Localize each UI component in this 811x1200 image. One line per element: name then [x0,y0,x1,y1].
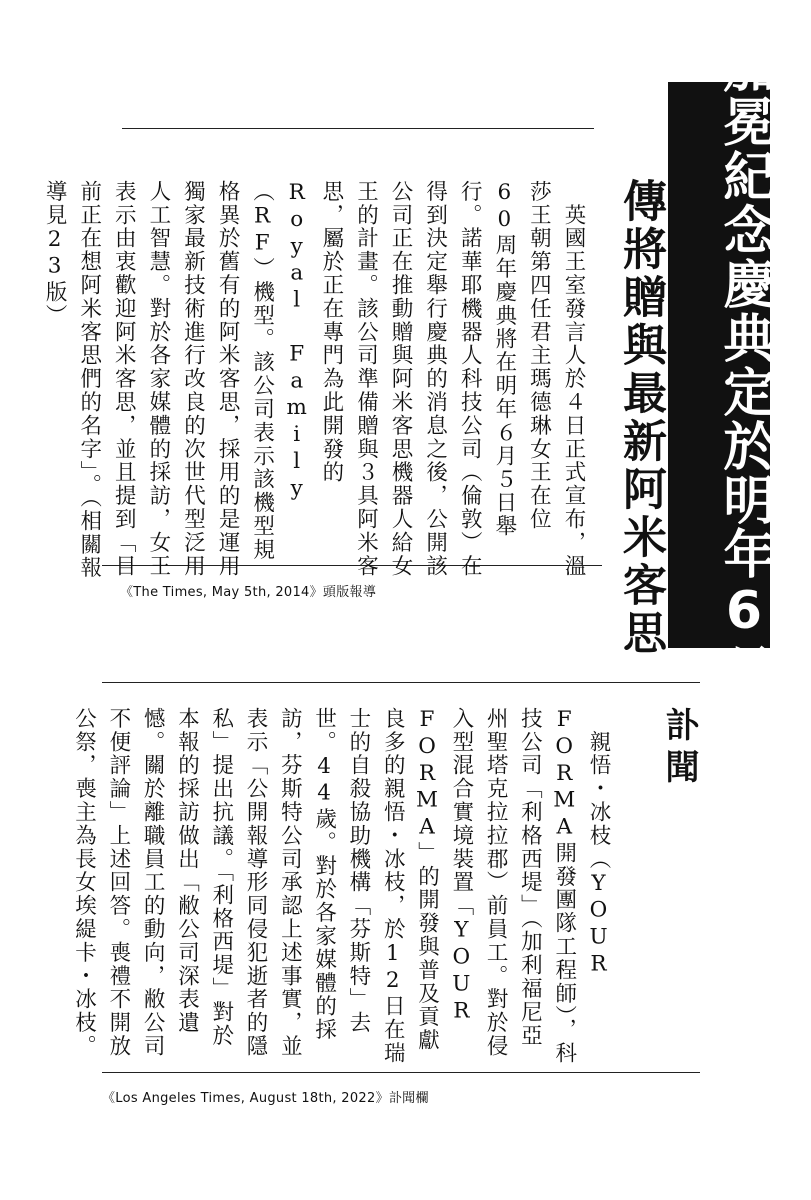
section2-top-rule [102,682,700,683]
obituary-body [71,707,615,1067]
article1-caption: 《The Times, May 5th, 2014》頭版報導 [120,585,377,600]
headline-banner-text: 加冕紀念慶典定於明年6月 [714,41,774,697]
obituary-caption: 《Los Angeles Times, August 18th, 2022》訃聞欄 [102,1091,429,1106]
article1-body [42,180,590,580]
obituary-text: 親悟・冰枝（YOUR FORMA開發團隊工程師），科技公司「利格西堤」（加利福尼亞州聖塔克拉拉郡）前員工。對於侵入型混合實境裝置「YOUR FORMA」的開發與普及貢獻良多的親悟・冰枝，於12日在瑞士的自殺協助機構「芬斯特」去世。44歲。對於各家媒體的採訪，芬斯特公司承認上述事實，並表示「公開報導形同侵犯逝者的隱私」提出抗議。「利格西堤」對於本報的採訪做出「敝公司深表遺憾。關於離職員工的動向，敝公司不便評論」上述回答。喪禮不開放公祭，喪主為長女埃緹卡・冰枝。 [71,707,611,1065]
obituary-title: 訃聞 [659,707,699,791]
headline-banner [668,41,774,697]
headline-subhead: 傳將贈與最新阿米客思 [615,178,666,658]
top-rule [122,128,594,129]
section2-bottom-rule [102,1072,700,1073]
article1-text: 英國王室發言人於４日正式宣布，溫莎王朝第四任君主瑪德琳女王在位60周年慶典將在明年６月５日舉行。諾華耶機器人科技公司（倫敦）在得到決定舉行慶典的消息之後，公開該公司正在推動贈與阿米客思機器人給女王的計畫。該公司準備贈與３具阿米客思，屬於正在專門為此開發的Royal Family（RF）機型。該公司表示該機型規格異於舊有的阿米客思，採用的是運用獨家最新技術進行改良的次世代型泛用人工智慧。對於各家媒體的採訪，女王表示由衷歡迎阿米客思，並且提到「目前正在想阿米客思們的名字」。（相關報導見23版） [42,180,586,580]
